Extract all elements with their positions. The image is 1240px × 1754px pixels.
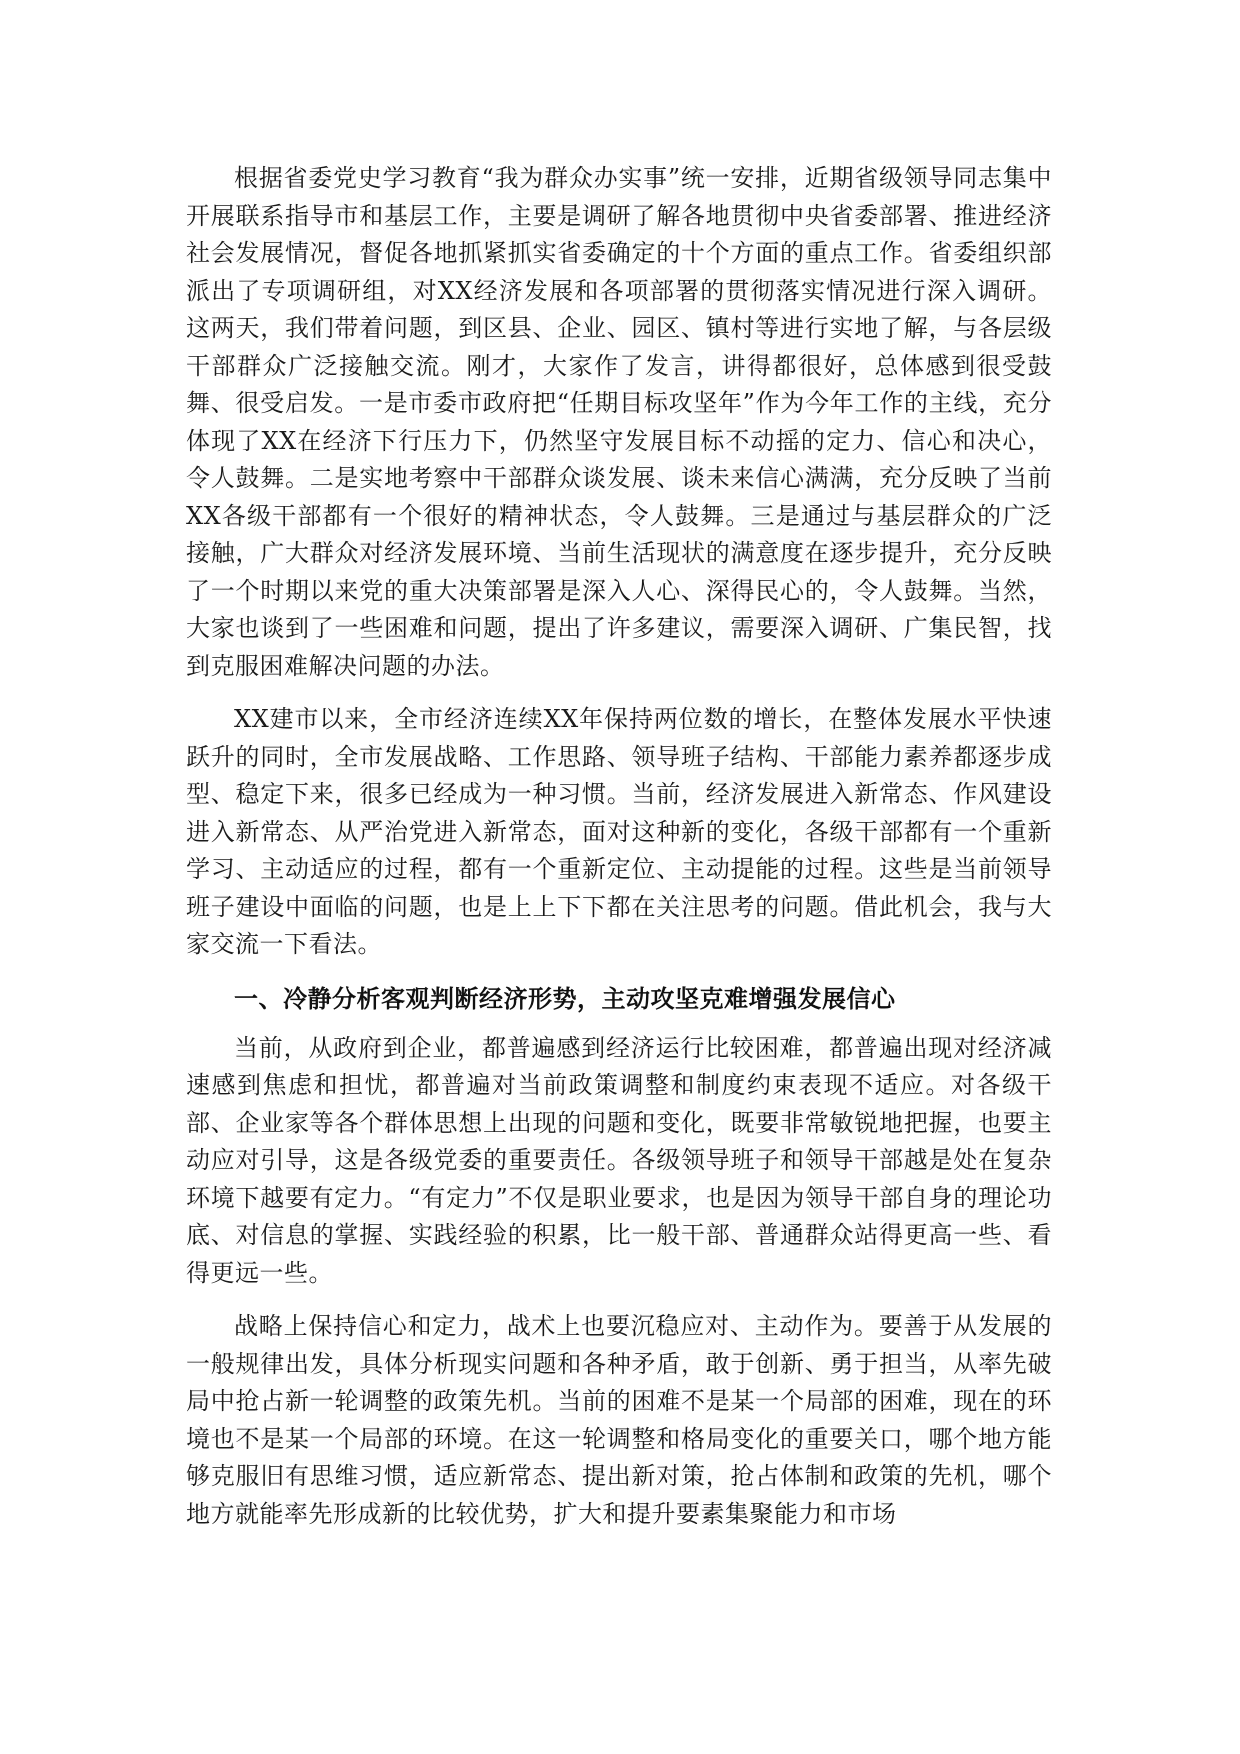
section-heading: 一、冷静分析客观判断经济形势，主动攻坚克难增强发展信心 bbox=[234, 984, 896, 1013]
document-body bbox=[186, 160, 1052, 1549]
paragraph-context: XX建市以来，全市经济连续XX年保持两位数的增长，在整体发展水平快速跃升的同时，全市发展战略、工作思路、领导班子结构、干部能力素养都逐步成型、稳定下来，很多已经成为一种习惯。当前，经济发展进入新常态、作风建设进入新常态、从严治党进入新常态，面对这种新的变化，各级干部都有一个重新学习、主动适应的过程，都有一个重新定位、主动提能的过程。这些是当前领导班子建设中面临的问题，也是上上下下都在关注思考的问题。借此机会，我与大家交流一下看法。 bbox=[186, 705, 1052, 958]
paragraph-section-1: 当前，从政府到企业，都普遍感到经济运行比较困难，都普遍出现对经济减速感到焦虑和担忧，都普遍对当前政策调整和制度约束表现不适应。对各级干部、企业家等各个群体思想上出现的问题和变化，既要非常敏锐地把握，也要主动应对引导，这是各级党委的重要责任。各级领导班子和领导干部越是处在复杂环境下越要有定力。“有定力”不仅是职业要求，也是因为领导干部自身的理论功底、对信息的掌握、实践经验的积累，比一般干部、普通群众站得更高一些、看得更远一些。 bbox=[186, 1033, 1052, 1287]
paragraph-intro: 根据省委党史学习教育“我为群众办实事”统一安排，近期省级领导同志集中开展联系指导市和基层工作，主要是调研了解各地贯彻中央省委部署、推进经济社会发展情况，督促各地抓紧抓实省委确定的十个方面的重点工作。省委组织部派出了专项调研组，对XX经济发展和各项部署的贯彻落实情况进行深入调研。这两天，我们带着问题，到区县、企业、园区、镇村等进行实地了解，与各层级干部群众广泛接触交流。刚才，大家作了发言，讲得都很好，总体感到很受鼓舞、很受启发。一是市委市政府把“任期目标攻坚年”作为今年工作的主线，充分体现了XX在经济下行压力下，仍然坚守发展目标不动摇的定力、信心和决心，令人鼓舞。二是实地考察中干部群众谈发展、谈未来信心满满，充分反映了当前XX各级干部都有一个很好的精神状态，令人鼓舞。三是通过与基层群众的广泛接触，广大群众对经济发展环境、当前生活现状的满意度在逐步提升，充分反映了一个时期以来党的重大决策部署是深入人心、深得民心的，令人鼓舞。当然，大家也谈到了一些困难和问题，提出了许多建议，需要深入调研、广集民智，找到克服困难解决问题的办法。 bbox=[186, 164, 1052, 680]
paragraph-section-2: 战略上保持信心和定力，战术上也要沉稳应对、主动作为。要善于从发展的一般规律出发，具体分析现实问题和各种矛盾，敢于创新、勇于担当，从率先破局中抢占新一轮调整的政策先机。当前的困难不是某一个局部的困难，现在的环境也不是某一个局部的环境。在这一轮调整和格局变化的重要关口，哪个地方能够克服旧有思维习惯，适应新常态、提出新对策，抢占体制和政策的先机，哪个地方就能率先形成新的比较优势，扩大和提升要素集聚能力和市场 bbox=[186, 1312, 1052, 1528]
